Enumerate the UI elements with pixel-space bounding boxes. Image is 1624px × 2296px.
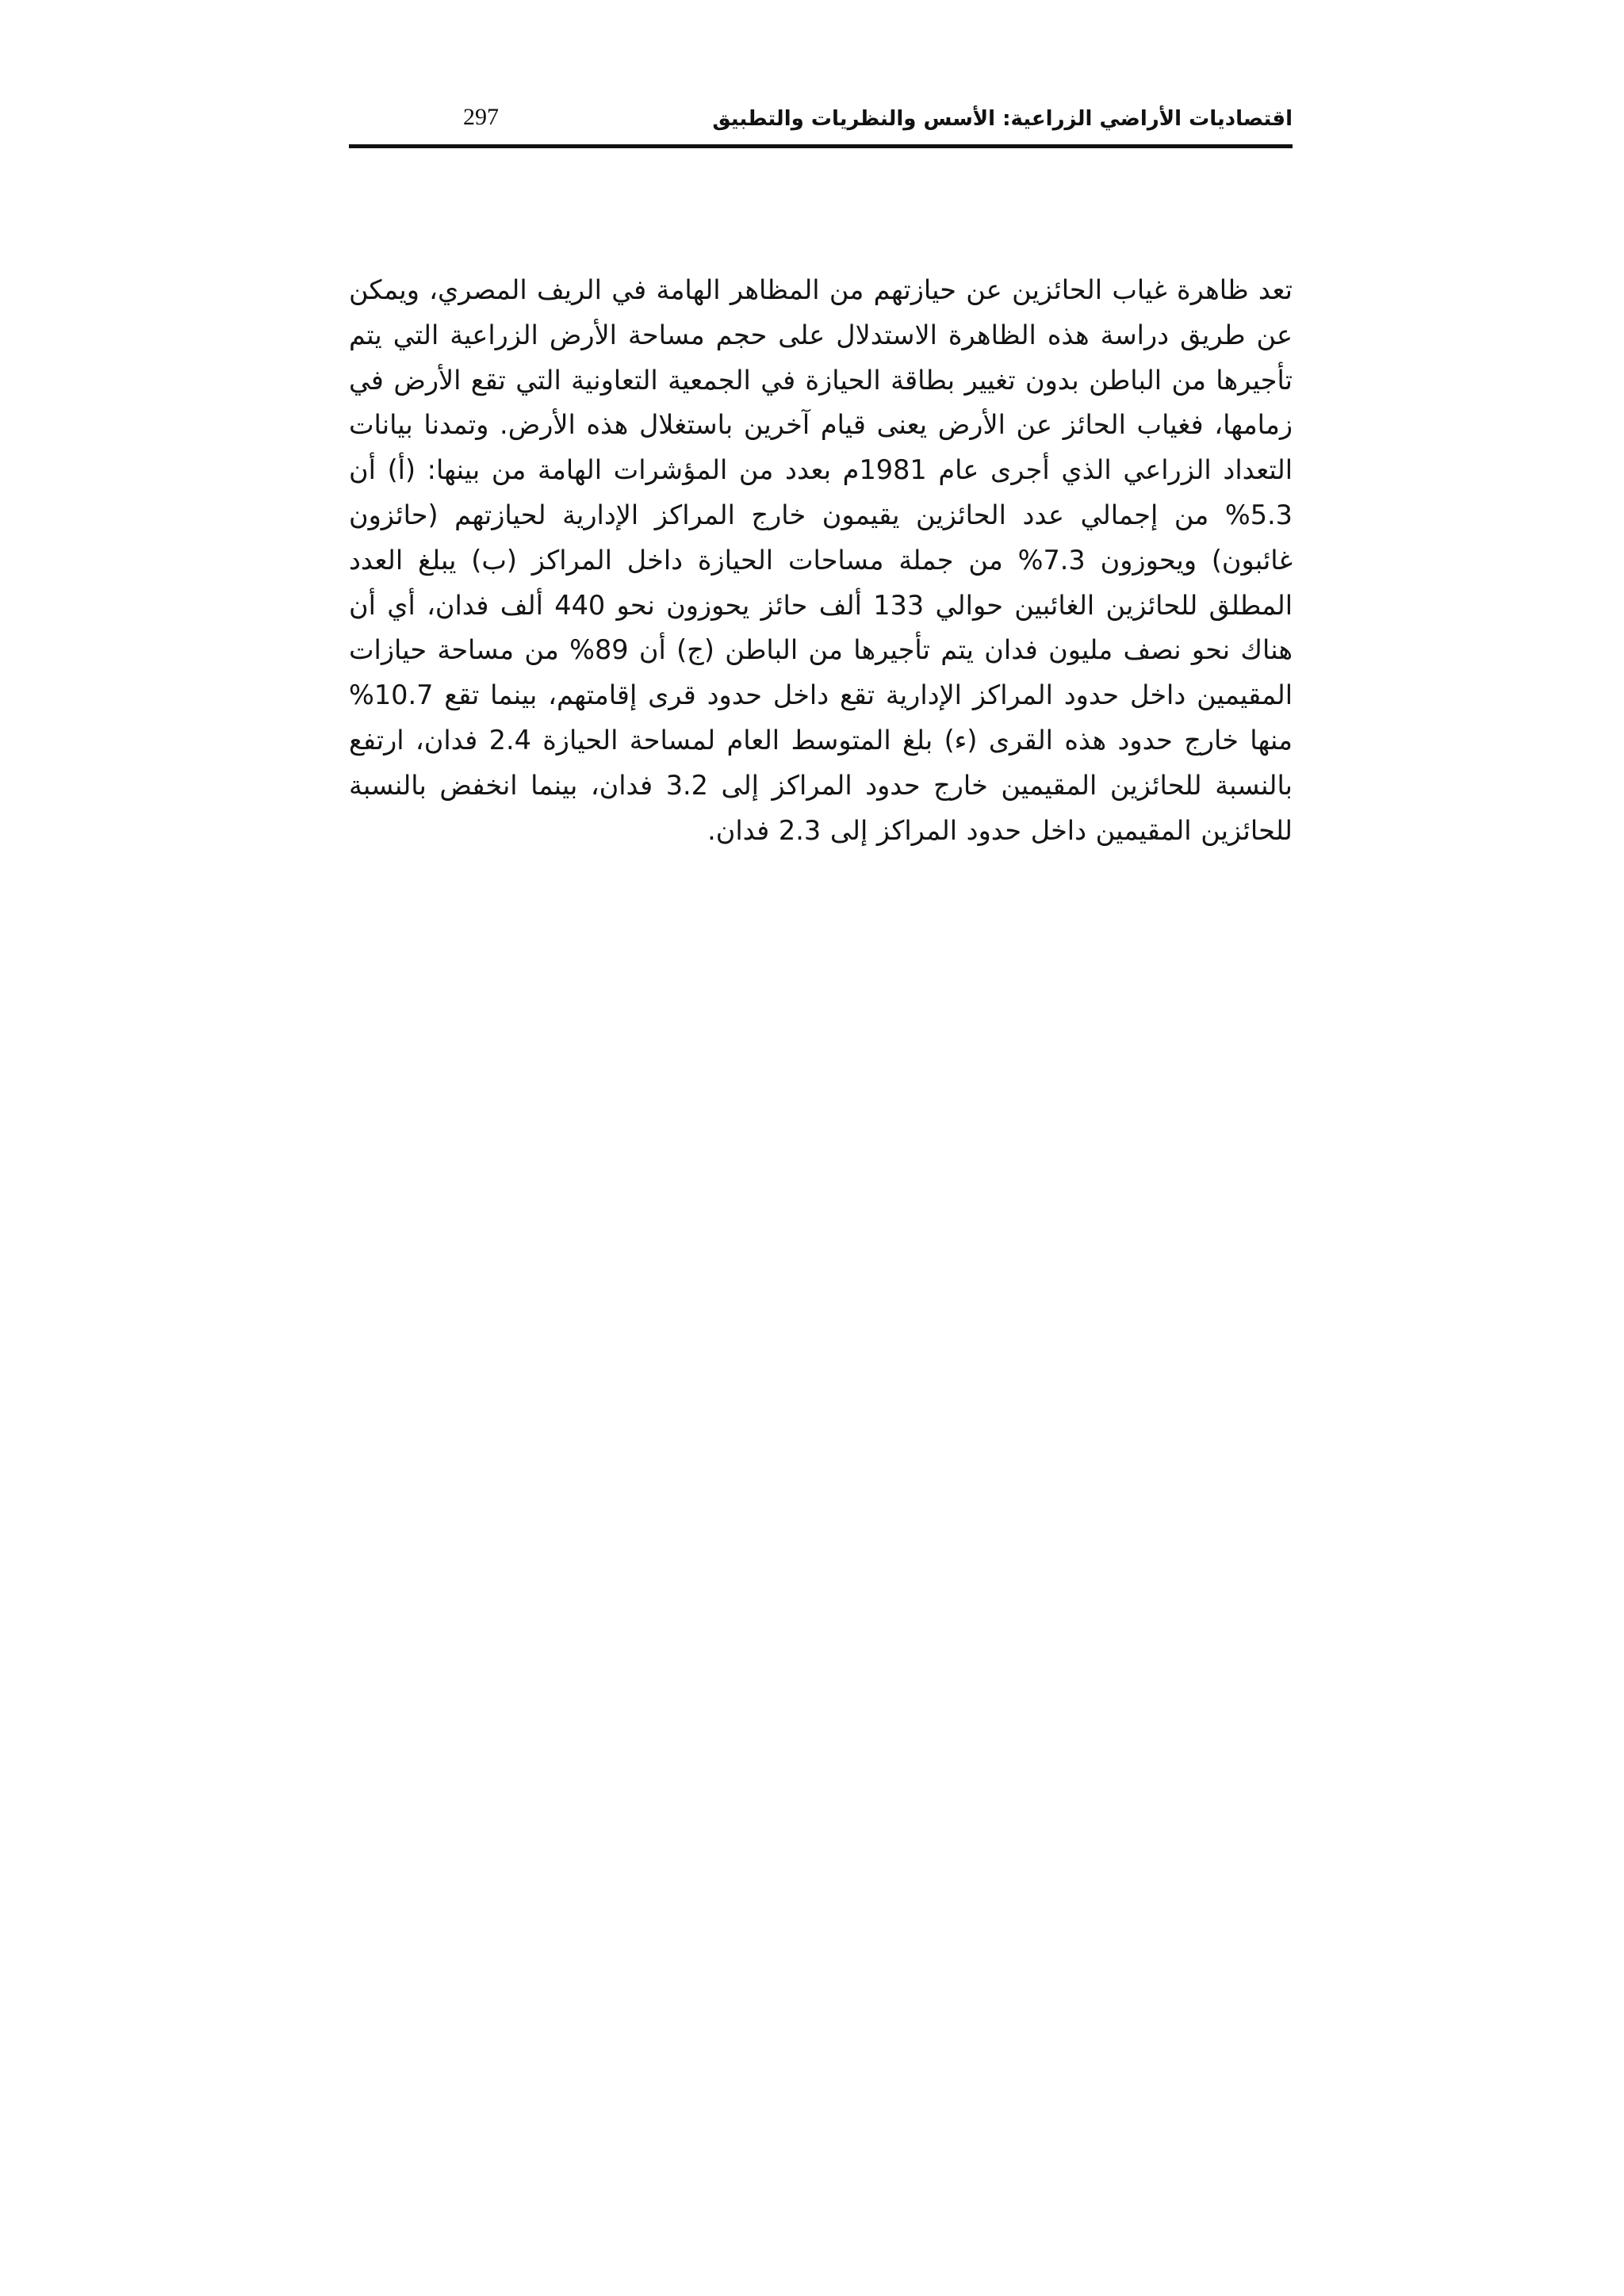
- page-number: 297: [463, 104, 499, 130]
- body-paragraph: تعد ظاهرة غياب الحائزين عن حيازتهم من المظاهر الهامة في الريف المصري، ويمكن عن طريق دراسة هذه الظاهرة الاستدلال على حجم مساحة الأرض الزراعية التي يتم تأجيرها من الباطن بدون تغيير بطاقة الحيازة في الجمعية التعاونية التي تقع الأرض في زمامها، فغياب الحائز عن الأرض يعنى قيام آخرين باستغلال هذه الأرض. وتمدنا بيانات التعداد الزراعي الذي أجرى عام 1981م بعدد من المؤشرات الهامة من بينها: (أ) أن 5.3% من إجمالي عدد الحائزين يقيمون خارج المراكز الإدارية لحيازتهم (حائزون غائبون) ويحوزون 7.3% من جملة مساحات الحيازة داخل المراكز (ب) يبلغ العدد المطلق للحائزين الغائبين حوالي 133 ألف حائز يحوزون نحو 440 ألف فدان، أي أن هناك نحو نصف مليون فدان يتم تأجيرها من الباطن (ج) أن 89% من مساحة حيازات المقيمين داخل حدود المراكز الإدارية تقع داخل حدود قرى إقامتهم، بينما تقع 10.7% منها خارج حدود هذه القرى (ء) بلغ المتوسط العام لمساحة الحيازة 2.4 فدان، ارتفع بالنسبة للحائزين المقيمين خارج حدود المراكز إلى 3.2 فدان، بينما انخفض بالنسبة للحائزين المقيمين داخل حدود المراكز إلى 2.3 فدان.: [349, 274, 1293, 846]
- running-header: [349, 94, 1293, 141]
- book-title: اقتصاديات الأراضي الزراعية: الأسس والنظريات والتطبيق: [712, 107, 1293, 131]
- header-rule: [349, 144, 1293, 148]
